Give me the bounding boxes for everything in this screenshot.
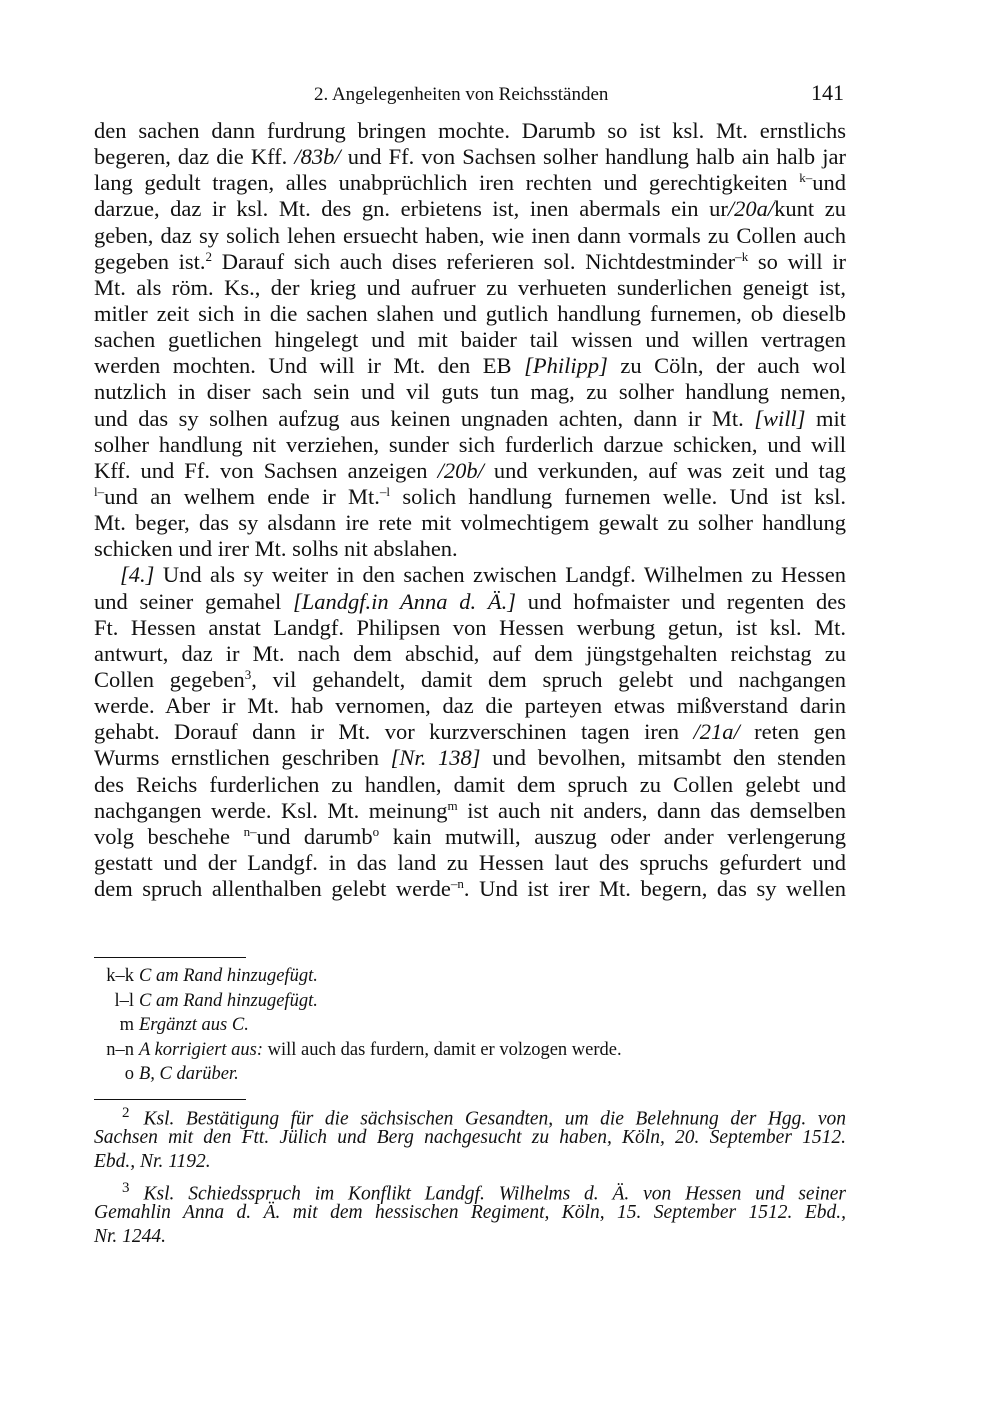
textual-note	[94, 1062, 846, 1087]
note-text: C am Rand hinzugefügt.	[139, 990, 318, 1011]
footnote-line: $^3$ Ksl. Schiedsspruch im Konflikt Landgf. Wilhelms d. Ä. von Hessen und seiner	[122, 1180, 846, 1205]
body-line: Ft. Hessen anstat Landgf. Philipsen von Hessen werbung getun, ist ksl. Mt.	[94, 614, 846, 640]
body-line: nutzlich in diser sach sein und vil guts tun mag, zu solher handlung nemen,	[94, 379, 846, 405]
note-text: A korrigiert aus: will auch das furdern, damit er volzogen werde.	[139, 1039, 622, 1060]
textual-note	[94, 1013, 846, 1038]
body-line: nachgangen werde. Ksl. Mt. meinung$^m$ ist auch nit anders, dann das demselben	[94, 797, 846, 823]
body-line: den sachen dann furdrung bringen mochte. Darumb so ist ksl. Mt. ernstlichs	[94, 118, 846, 143]
body-line: gehabt. Dorauf dann ir Mt. vor kurzverschinen tagen iren /21a/ reten gen	[94, 719, 846, 745]
page-number: 141	[811, 80, 844, 105]
body-line: mitler zeit sich in die sachen slahen und gutlich handlung furnemen, ob dieselb	[94, 300, 846, 326]
body-line: schicken und irer Mt. solhs nit abslahen.	[94, 536, 458, 562]
body-line: volg beschehe $^{n-}$und darumb$^o$ kain mutwill, auszug oder ander verlengerung	[94, 823, 846, 849]
note-sigil: k–k	[106, 966, 134, 986]
body-line: $^{l-}$und an welhem ende ir Mt.$^{-l}$ solich handlung furnemen welle. Und ist ksl.	[94, 483, 846, 509]
note-text: Ergänzt aus C.	[139, 1015, 249, 1036]
body-line: [4.] Und als sy weiter in den sachen zwischen Landgf. Wilhelmen zu Hessen	[120, 562, 846, 588]
body-text	[94, 118, 846, 902]
body-line: werde. Aber ir Mt. hab vernomen, daz die parteyen etwas mißverstand darin	[94, 693, 846, 719]
textual-note	[94, 1038, 846, 1063]
footnote-number: 2	[122, 1105, 130, 1121]
footnote-number: 3	[122, 1180, 130, 1196]
textual-note	[94, 989, 846, 1014]
footnote-2	[94, 1101, 846, 1175]
footnote-line: $^2$ Ksl. Bestätigung für die sächsischen Gesandten, um die Belehnung der Hgg. von	[122, 1105, 846, 1130]
note-sigil: l–l	[114, 990, 134, 1011]
notes-divider	[94, 957, 246, 958]
note-sigil: o	[124, 1064, 134, 1085]
note-sigil: n–n	[106, 1039, 134, 1060]
body-line: gegeben ist.$^2$ Darauf sich auch dises referieren sol. Nichtdestminder$^{-k}$ so will ir	[94, 248, 846, 274]
page-header	[94, 80, 846, 108]
body-line: Kff. und Ff. von Sachsen anzeigen /20b/ und verkunden, auf was zeit und tag	[94, 457, 846, 483]
footnotes-divider	[94, 1099, 246, 1100]
body-line: Mt. beger, das sy alsdann ire rete mit volmechtigem gewalt zu solher handlung	[94, 510, 846, 536]
note-text: C am Rand hinzugefügt.	[139, 966, 318, 986]
body-line: und seiner gemahel [Landgf.in Anna d. Ä.] und hofmaister und regenten des	[94, 588, 847, 614]
body-line: gestatt und der Landgf. in das land zu Hessen laut des spruchs gefurdert und	[94, 849, 846, 875]
footnote-line: Nr. 1244.	[94, 1226, 167, 1248]
body-line: geben, daz sy solich lehen ersuecht haben, wie inen dann vormals zu Collen auch	[94, 222, 846, 248]
body-line: sachen guetlichen hingelegt und mit baider tail wissen und willen vertragen	[94, 327, 846, 353]
body-line: werden mochten. Und will ir Mt. den EB [Philipp] zu Cöln, der auch wol	[94, 353, 847, 379]
body-line: lang gedult tragen, alles unabprüchlich iren rechten und gerechtigkeiten $^{k-}$und	[94, 170, 846, 196]
body-line: solher handlung nit verziehen, sunder sich furderlich darzue schicken, und will	[94, 431, 846, 457]
body-line: und das sy solhen aufzug aus keinen ungnaden achten, dann ir Mt. [will] mit	[94, 405, 846, 431]
body-line: dem spruch allenthalben gelebt werde$^{-n}$. Und ist irer Mt. begern, das sy wellen	[94, 876, 846, 902]
footnote-line: Sachsen mit den Ftt. Jülich und Berg nachgesucht zu haben, Köln, 20. September 1512.	[94, 1126, 846, 1148]
footnote-3	[94, 1176, 846, 1250]
body-line: begeren, daz die Kff. /83b/ und Ff. von Sachsen solher handlung halb ain halb jar	[94, 144, 846, 170]
body-line: antwurt, daz ir Mt. nach dem abschid, auf dem jüngstgehalten reichstag zu	[94, 640, 846, 666]
note-text: B, C darüber.	[139, 1064, 239, 1085]
body-line: des Reichs furderlichen zu handlen, damit dem spruch zu Collen gelebt und	[94, 771, 846, 797]
note-sigil: m	[119, 1015, 134, 1036]
body-line: darzue, daz ir ksl. Mt. des gn. erbietens ist, inen abermals ein ur/20a/kunt zu	[94, 196, 846, 222]
body-line: Collen gegeben$^3$, vil gehandelt, damit dem spruch gelebt und nachgangen	[94, 666, 846, 692]
textual-note	[94, 964, 846, 989]
footnote-line: Gemahlin Anna d. Ä. mit dem hessischen Regiment, Köln, 15. September 1512. Ebd.,	[94, 1201, 846, 1223]
body-line: Mt. als röm. Ks., der krieg und aufruer zu verhueten sunderlichen geneigt ist,	[94, 274, 846, 300]
body-line: Wurms ernstlichen geschriben [Nr. 138] und bevolhen, mitsambt den stenden	[94, 745, 846, 771]
textual-notes	[94, 964, 846, 1087]
footnote-line: Ebd., Nr. 1192.	[94, 1151, 211, 1173]
running-title: 2. Angelegenheiten von Reichsständen	[314, 84, 609, 105]
